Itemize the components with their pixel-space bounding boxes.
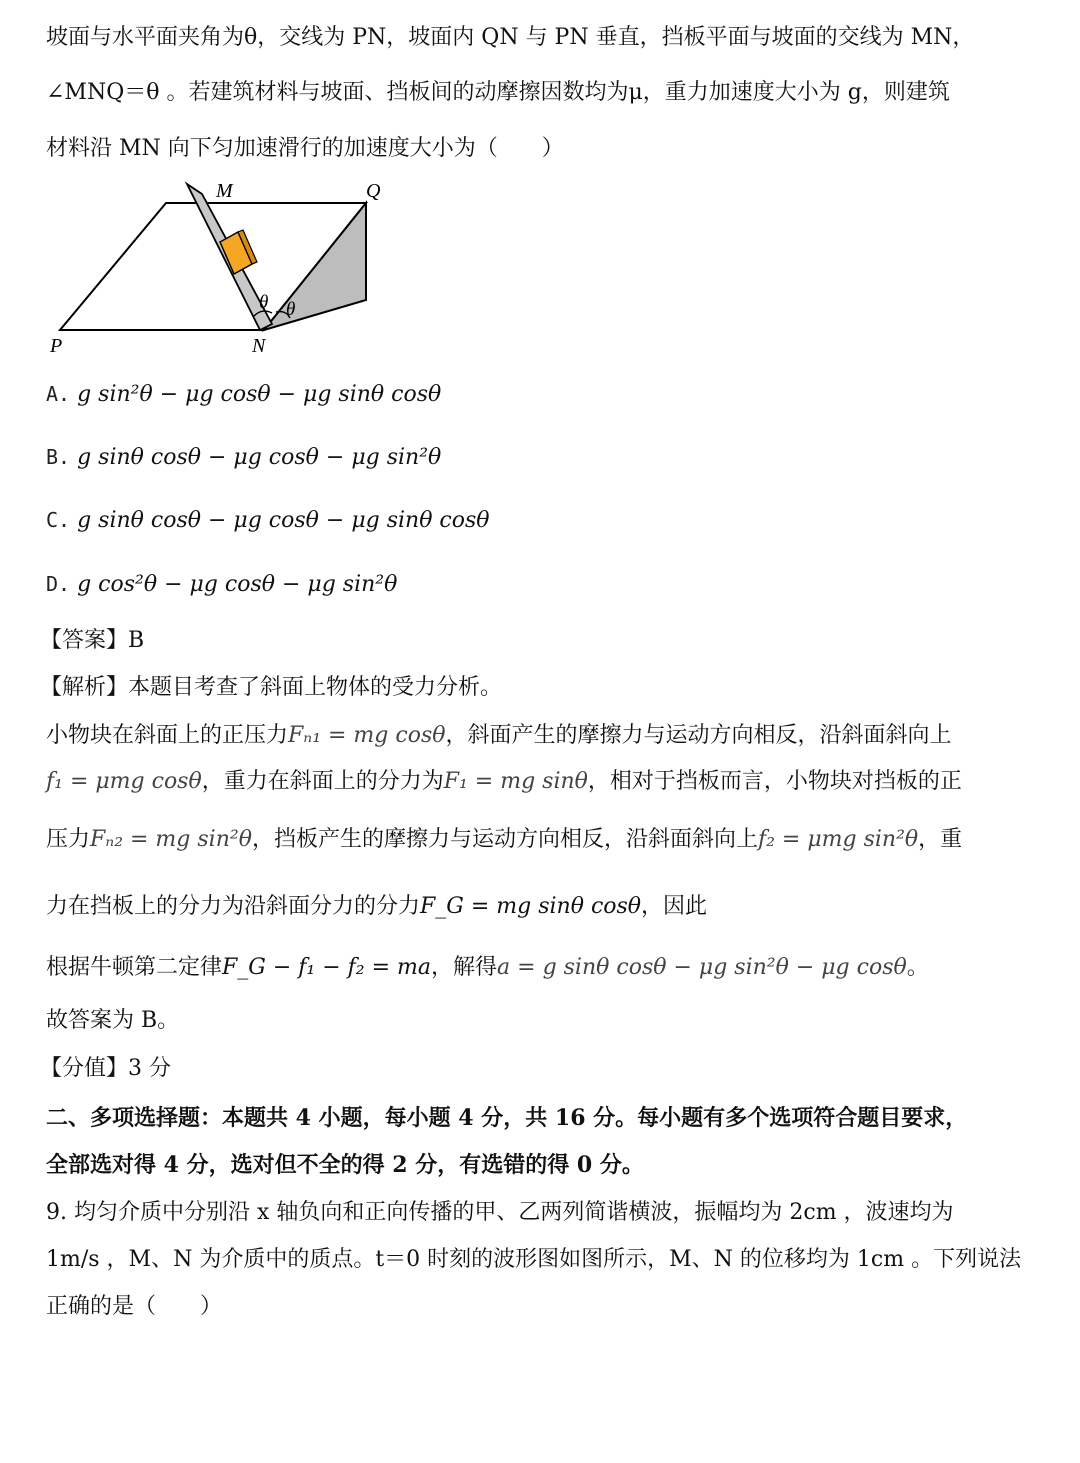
analysis-l4-formula: F_G = mg sinθ cosθ [420, 894, 642, 919]
analysis-l2-text-a: ，重力在斜面上的分力为 [201, 769, 444, 794]
option-a-expr: g sin²θ − μg cosθ − μg sinθ cosθ [77, 382, 442, 407]
analysis-l3-text-a: 压力 [46, 827, 91, 852]
label-P: P [50, 335, 63, 357]
q9-line-3: 正确的是（ ） [46, 1294, 223, 1319]
analysis-l5-text-c: 。 [906, 955, 929, 980]
option-b-label: B. [46, 445, 71, 469]
analysis-l3-formula-1: Fₙ₂ = mg sin²θ [90, 827, 252, 852]
option-d-label: D. [46, 572, 71, 596]
q9-line-1: 9. 均匀介质中分别沿 x 轴负向和正向传播的甲、乙两列简谐横波，振幅均为 2cm ，波速均为 [46, 1200, 954, 1225]
analysis-l2-formula-1: f₁ = μmg cosθ [46, 769, 202, 794]
option-d-expr: g cos²θ − μg cosθ − μg sin²θ [77, 572, 398, 597]
analysis-line-2 [46, 766, 1041, 798]
section-heading-line-1: 二、多项选择题：本题共 4 小题，每小题 4 分，共 16 分。每小题有多个选项符合题目要求， [46, 1105, 968, 1131]
analysis-l1-text-a: 小物块在斜面上的正压力 [46, 723, 289, 748]
section-heading-line-2: 全部选对得 4 分，选对但不全的得 2 分，有选错的得 0 分。 [46, 1152, 644, 1178]
option-b-expr: g sinθ cosθ − μg cosθ − μg sin²θ [77, 445, 442, 470]
option-a-label: A. [46, 382, 71, 406]
analysis-l1-text-b: ，斜面产生的摩擦力与运动方向相反，沿斜面斜向上 [445, 723, 952, 748]
analysis-intro: 【解析】本题目考查了斜面上物体的受力分析。 [40, 675, 503, 700]
analysis-l4-text-a: 力在挡板上的分力为沿斜面分力的分力 [46, 894, 421, 919]
option-c [46, 504, 1041, 537]
question-line-2: ∠MNQ＝θ 。若建筑材料与坡面、挡板间的动摩擦因数均为μ，重力加速度大小为 g，则建筑 [46, 80, 950, 105]
analysis-l3-text-c: ，重 [918, 827, 963, 852]
q9-line-2: 1m/s ，M、N 为介质中的质点。t＝0 时刻的波形图如图所示，M、N 的位移均为 1cm 。下列说法 [46, 1247, 1022, 1272]
analysis-line-3 [46, 824, 1041, 856]
analysis-l2-formula-2: F₁ = mg sinθ [443, 769, 588, 794]
analysis-line-1 [46, 720, 1041, 752]
analysis-l3-text-b: ，挡板产生的摩擦力与运动方向相反，沿斜面斜向上 [251, 827, 758, 852]
label-theta-1: θ [259, 292, 269, 313]
analysis-l3-formula-2: f₂ = μmg sin²θ [757, 827, 919, 852]
label-M: M [216, 180, 233, 202]
analysis-l5-formula-1: F_G − f₁ − f₂ = ma [222, 955, 432, 980]
analysis-conclusion: 故答案为 B。 [46, 1008, 180, 1033]
analysis-line-5 [46, 952, 1041, 984]
analysis-l2-text-b: ，相对于挡板而言，小物块对挡板的正 [587, 769, 962, 794]
option-d [46, 568, 1041, 601]
label-Q: Q [366, 180, 381, 202]
option-c-label: C. [46, 508, 71, 532]
label-N: N [252, 335, 266, 357]
analysis-l5-formula-2: a = g sinθ cosθ − μg sin²θ − μg cosθ [497, 955, 907, 980]
analysis-l1-formula: Fₙ₁ = mg cosθ [288, 723, 446, 748]
answer-line: 【答案】B [40, 628, 145, 653]
score-line: 【分值】3 分 [40, 1056, 171, 1081]
analysis-l4-text-b: ，因此 [641, 894, 708, 919]
option-a [46, 378, 1041, 411]
label-theta-2: θ [286, 299, 296, 320]
analysis-l5-text-a: 根据牛顿第二定律 [46, 955, 223, 980]
analysis-line-4 [46, 891, 1041, 923]
question-line-3: 材料沿 MN 向下匀加速滑行的加速度大小为（ ） [46, 136, 564, 161]
incline-figure [40, 172, 390, 362]
question-line-1: 坡面与水平面夹角为θ，交线为 PN，坡面内 QN 与 PN 垂直，挡板平面与坡面的交线为 MN， [46, 25, 975, 50]
option-b [46, 441, 1041, 474]
analysis-l5-text-b: ，解得 [431, 955, 498, 980]
option-c-expr: g sinθ cosθ − μg cosθ − μg sinθ cosθ [77, 508, 490, 533]
